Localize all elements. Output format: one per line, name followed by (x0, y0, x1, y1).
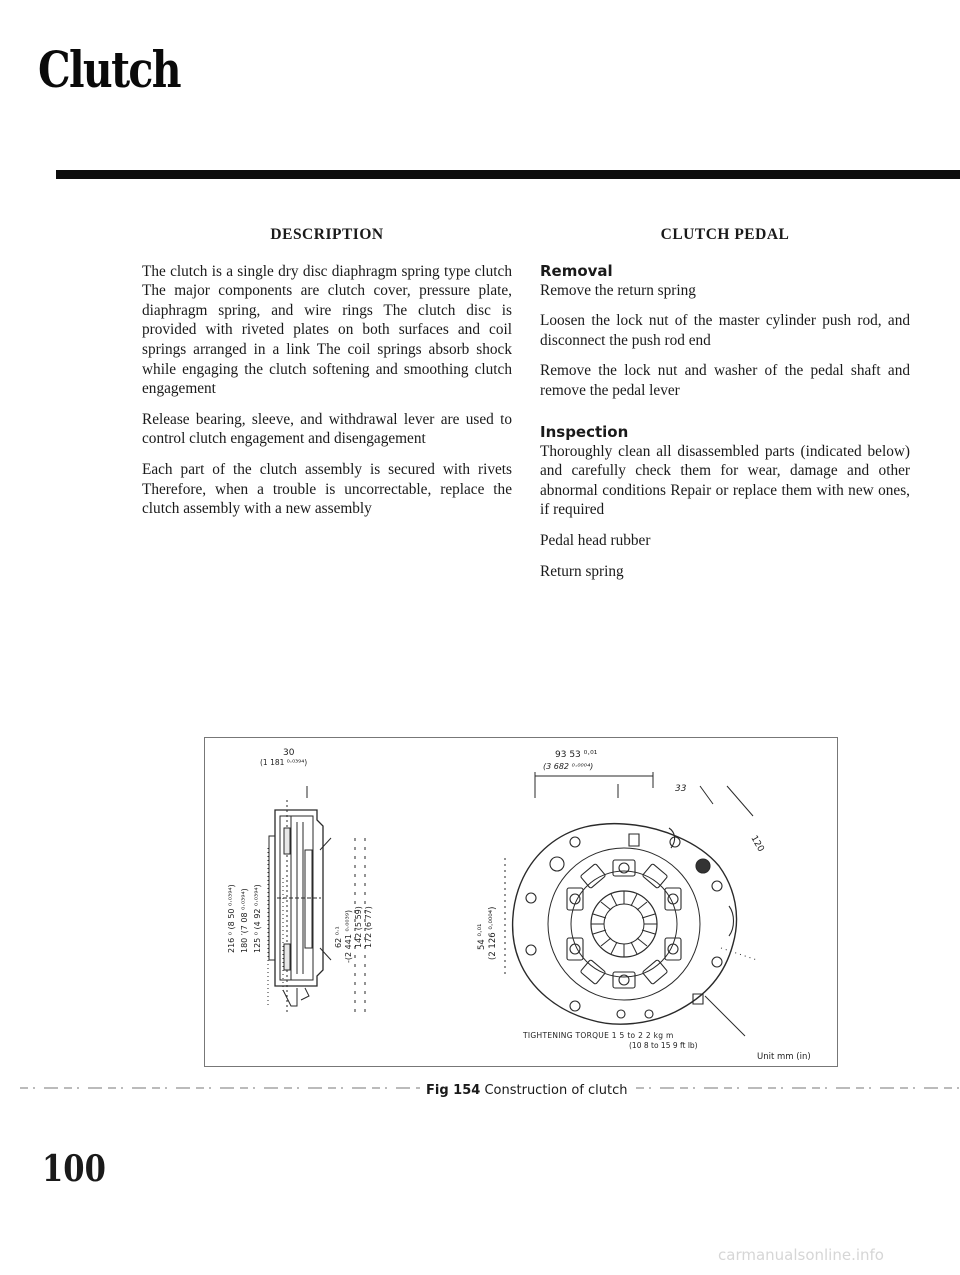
front-left-dim-inch: (2 126 ⁰·⁰⁰⁰⁴) (488, 906, 498, 960)
side-dim-62-inch: -(2 441 ⁰·⁰⁰³⁹) (344, 909, 353, 963)
chapter-title: Clutch (38, 40, 180, 99)
clutch-construction-figure (204, 737, 838, 1067)
figure-caption-label: Fig 154 (426, 1083, 481, 1098)
side-top-dim-inch: (1 181 ⁰·⁰³⁹⁴) (260, 758, 308, 767)
tightening-torque-line-1: TIGHTENING TORQUE 1 5 to 2 2 kg m (523, 1031, 674, 1040)
side-dim-180: 180 ′(7 08 ⁰·⁰³⁹⁴) (240, 888, 249, 953)
page-number: 100 (42, 1148, 106, 1190)
side-dim-142: 142 (5 59) (354, 906, 363, 948)
description-column (142, 225, 512, 530)
front-left-dim: 54 ⁰·⁰¹ (477, 923, 487, 950)
header-rule (56, 170, 960, 179)
front-top-dim-inch: (3 682 ⁰·⁰⁰⁰⁴) (543, 762, 594, 771)
description-heading: DESCRIPTION (270, 226, 384, 243)
clutch-pedal-column (540, 225, 910, 592)
inspection-heading: Inspection (540, 422, 629, 441)
front-top-dim: 93 53 ⁰·⁰¹ (555, 750, 598, 760)
inspection-item-pedal-head-rubber: Pedal head rubber (540, 531, 651, 549)
removal-step-2: Loosen the lock nut of the master cylinder push rod, and disconnect the push rod end (540, 312, 910, 349)
inspection-item-return-spring: Return spring (540, 562, 624, 580)
figure-caption-text: Construction of clutch (484, 1083, 628, 1098)
removal-step-3: Remove the lock nut and washer of the pedal shaft and remove the pedal lever (540, 362, 910, 399)
side-dim-216: 216 ⁰ (8 50 ⁰·⁰³⁹⁴) (227, 884, 236, 953)
front-dim-33: 33 (675, 784, 687, 794)
removal-step-1: Remove the return spring (540, 281, 696, 299)
unit-label: Unit mm (in) (757, 1052, 811, 1062)
tightening-torque-line-2: (10 8 to 15 9 ft lb) (629, 1041, 698, 1050)
description-paragraph-1: The clutch is a single dry disc diaphragm spring type clutch The major components are clutch cover, pressure plate, diaphragm spring, and wire rings The clutch disc is provided with riveted plates on both surfaces and coil springs arranged in a link The coil springs absorb shock while engaging the clutch softening and smoothing clutch engagement (142, 262, 512, 398)
description-paragraph-2: Release bearing, sleeve, and withdrawal lever are used to control clutch engagement and disengagement (142, 410, 512, 448)
description-paragraph-3: Each part of the clutch assembly is secured with rivets Therefore, when a trouble is uncorrectable, replace the clutch assembly with a new assembly (142, 460, 512, 518)
removal-heading: Removal (540, 261, 613, 280)
side-view-drawing (268, 786, 365, 1018)
side-dim-172: 172 (6 77) (364, 906, 373, 948)
front-view-drawing (505, 772, 757, 1036)
side-dim-125: 125 ⁰ (4 92 ⁰·⁰³⁹⁴) (253, 884, 262, 953)
inspection-paragraph: Thoroughly clean all disassembled parts (indicated below) and carefully check them for wear, damage and other abnormal conditions Repair or replace them with new ones, if required (540, 442, 910, 519)
side-dim-62: 62 ⁰·¹ (334, 926, 343, 948)
clutch-drawing (205, 738, 837, 1066)
watermark: carmanualsonline.info (718, 1246, 884, 1264)
side-top-dim: 30 (283, 748, 295, 758)
figure-caption (420, 1083, 634, 1098)
front-dim-120: 120 (748, 834, 766, 854)
clutch-pedal-heading: CLUTCH PEDAL (660, 226, 790, 243)
